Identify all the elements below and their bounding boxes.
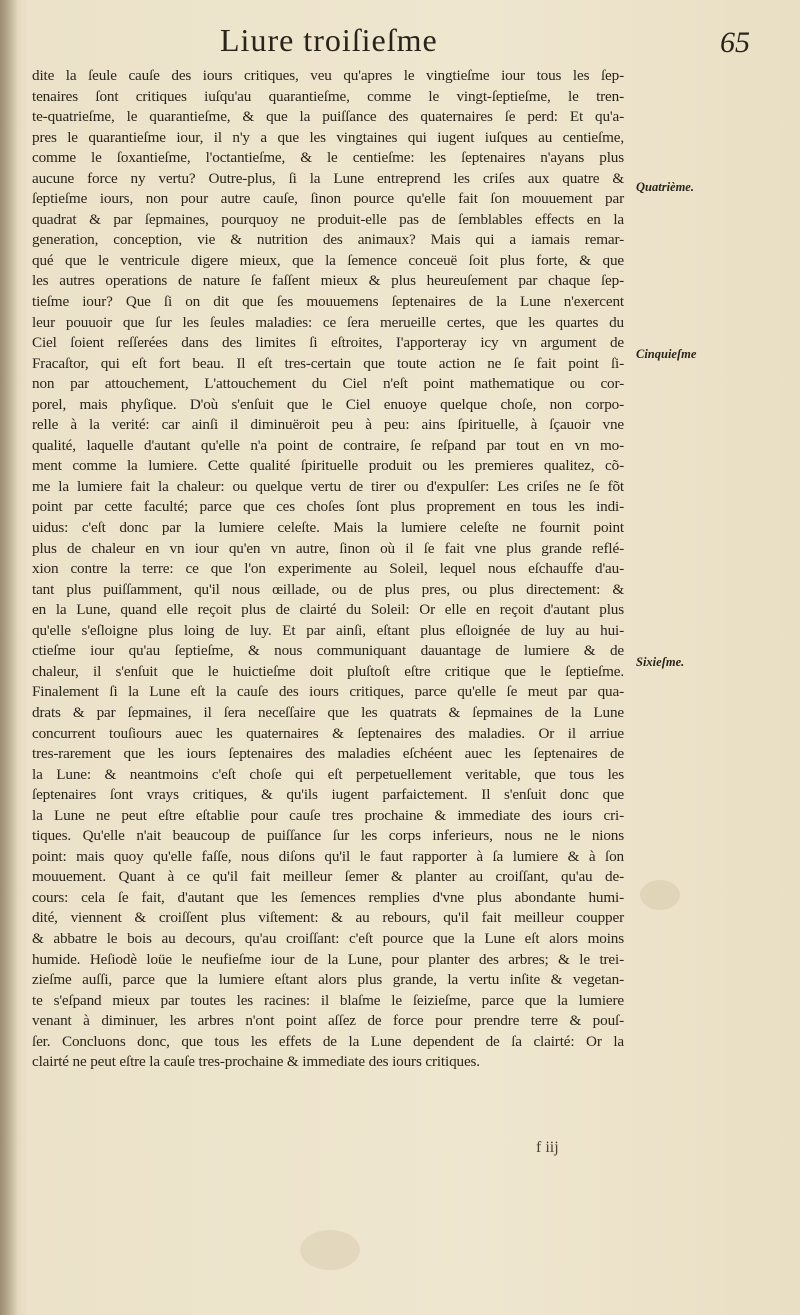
text-line: uidus: c'eſt donc par la lumiere celeſte. Mais la lumiere celeſte ne fournit point <box>32 519 624 537</box>
text-line: non par attouchement, L'attouchement du Ciel n'eſt point mathematique ou cor- <box>32 375 624 393</box>
paper-stain <box>300 1230 360 1270</box>
body-text <box>32 66 624 1073</box>
text-line: qualité, laquelle d'autant qu'elle n'a point de contraire, ſe reſpand par tout en vn mo- <box>32 436 624 454</box>
running-head <box>30 22 750 62</box>
text-line: cours: cela ſe fait, d'autant que les ſemences remplies d'vne plus abondante humi- <box>32 888 624 906</box>
text-line: zieſme auſſi, parce que la lumiere eſtant alors plus grande, la vertu inſite & vegetan- <box>32 971 624 989</box>
text-line: generation, conception, vie & nutrition des animaux? Mais qui a iamais remar- <box>32 231 624 249</box>
text-line: ment comme la lumiere. Cette qualité ſpirituelle produit ou les premieres qualitez, cõ- <box>32 457 624 475</box>
running-title: Liure troiſieſme <box>220 22 438 58</box>
gutter-shadow <box>0 0 18 1315</box>
text-line: pres le quarantieſme iour, il n'y a que les vingtaines qui iugent iuſques au centieſme, <box>32 128 624 146</box>
text-line: te-quatrieſme, le quarantieſme, & que la puiſſance des quaternaires ſe perd: Et qu'a- <box>32 108 624 126</box>
text-line: ctieſme iour qu'au ſeptieſme, & nous communiquant dauantage de lumiere & de <box>32 642 624 660</box>
text-line: point par cette faculté; parce que ces choſes ſont plus proprement en tous les indi- <box>32 498 624 516</box>
signature-mark: f iij <box>536 1139 559 1156</box>
text-line: tant plus puiſſamment, qu'il nous œillade, ou de plus pres, ou plus directement: & <box>32 580 624 598</box>
text-line: tiques. Qu'elle n'ait beaucoup de puiſſance ſur les corps inferieurs, nous ne le nions <box>32 827 624 845</box>
text-line: Finalement ſi la Lune eſt la cauſe des iours critiques, parce qu'elle ſe meut par qua- <box>32 683 624 701</box>
text-line: les autres operations de nature ſe faſſent mieux & plus heureuſement par chaque ſep- <box>32 272 624 290</box>
text-line: qu'elle s'eſloigne plus loing de luy. Et par ainſi, eſtant plus eſloignée de luy au hui- <box>32 621 624 639</box>
text-line: concurrent touſiours auec les quaternaires & ſeptenaires des maladies. Or il arriue <box>32 724 624 742</box>
text-line: ſer. Concluons donc, que tous les effets de la Lune dependent de ſa clairté: Or la <box>32 1032 624 1050</box>
text-line: ſeptenaires ſont vrays critiques, & qu'ils iugent parfaictement. Il s'enſuit donc que <box>32 786 624 804</box>
text-line: te s'eſpand mieux par toutes les racines: il blaſme le ſeizieſme, parce que la lumiere <box>32 991 624 1009</box>
text-line: la Lune: & neantmoins c'eſt choſe qui eſt perpetuellement veritable, que tous les <box>32 765 624 783</box>
text-line: mouuement. Quant à ce qu'il fait meilleur ſemer & planter au croiſſant, qu'au de- <box>32 868 624 886</box>
text-line: dite la ſeule cauſe des iours critiques, veu qu'apres le vingtieſme iour tous les ſep- <box>32 67 624 84</box>
text-line: tres-rarement que les iours ſeptenaires des maladies eſchéent auec les ſeptenaires de <box>32 745 624 763</box>
margin-note-fifth: Cinquieſme <box>636 347 697 361</box>
text-line: clairté ne peut eſtre la cauſe tres-prochaine & immediate des iours critiques. <box>32 1053 480 1071</box>
text-line: aucune force ny vertu? Outre-plus, ſi la Lune entreprend les criſes aux quatre & <box>32 169 624 187</box>
page-number: 65 <box>720 26 750 59</box>
text-line: comme le ſoxantieſme, l'octantieſme, & le centieſme: les ſeptenaires n'ayans plus <box>32 149 624 167</box>
text-line: leur pouuoir que ſur les ſeules maladies: ce ſera merueille certes, que les quartes du <box>32 313 624 331</box>
text-line: quadrat & par ſepmaines, pourquoy ne produit-elle pas de ſemblables effects en la <box>32 210 624 228</box>
margin-note-fourth: Quatrième. <box>636 180 694 194</box>
text-line: en la Lune, quand elle reçoit plus de clairté du Soleil: Or elle en reçoit d'autant plus <box>32 601 624 619</box>
text-line: tenaires ſont critiques iuſqu'au quarantieſme, comme le vingt-ſeptieſme, le tren- <box>32 87 624 105</box>
margin-note-sixth: Sixieſme. <box>636 655 685 669</box>
text-line: xion contre la terre: ce que l'on experimente au Soleil, lequel nous eſchauffe d'au- <box>32 560 624 578</box>
text-line: venant à diminuer, les arbres n'ont point aſſez de force pour prendre terre & pouſ- <box>32 1012 624 1030</box>
text-line: Ciel ſoient reſſerées dans des limites ſi eſtroites, I'apporteray icy vn argument de <box>32 334 624 352</box>
text-line: tieſme iour? Que ſi on dit que ſes mouuemens ſeptenaires de la Lune n'exercent <box>32 293 624 311</box>
paper-stain <box>640 880 680 910</box>
text-line: relle à la verité: car ainſi il diminuëroit peu à peu: ains ſpirituelle, à ſçauoir vne <box>32 416 624 434</box>
text-line: porel, mais phyſique. D'où s'enſuit que le Ciel enuoye quelque choſe, non corpo- <box>32 395 624 413</box>
text-line: me la lumiere fait la chaleur: ou quelque vertu de tirer ou d'expulſer: Les criſes ne ſe fõt <box>32 477 624 495</box>
text-line: qué que le ventricule digere mieux, que la ſemence conceuë ſoit plus forte, & que <box>32 251 624 269</box>
text-line: humide. Heſiodè loüe le neufieſme iour de la Lune, pour planter des arbres; & le trei- <box>32 950 624 968</box>
text-line: chaleur, il s'enſuit que le huictieſme doit pluſtoſt eſtre critique que le ſeptieſme. <box>32 662 624 680</box>
text-line: point: mais quoy qu'elle faſſe, nous diſons qu'il le faut rapporter à ſa lumiere & à ſon <box>32 847 624 865</box>
text-line: & abbatre le bois au decours, qu'au croiſſant: c'eſt pource que la Lune eſt alors moins <box>32 929 624 947</box>
text-line: la Lune ne peut eſtre eſtablie pour cauſe tres prochaine & immediate des iours cri- <box>32 806 624 824</box>
text-line: ſeptieſme iours, non pour autre cauſe, ſinon pource qu'elle fait ſon mouuement par <box>32 190 624 208</box>
text-line: dité, viennent & croiſſent plus viſtement: & au rebours, qu'il fait meilleur coupper <box>32 909 624 927</box>
text-line: Fracaſtor, qui eſt fort beau. Il eſt tres-certain que toute action ne ſe fait point ſi- <box>32 354 624 372</box>
text-line: plus de chaleur en vn iour qu'en vn autre, ſinon où il ſe fait vne plus grande reflé- <box>32 539 624 557</box>
text-line: drats & par ſepmaines, il ſera neceſſaire que les quatrats & ſepmaines de la Lune <box>32 703 624 721</box>
